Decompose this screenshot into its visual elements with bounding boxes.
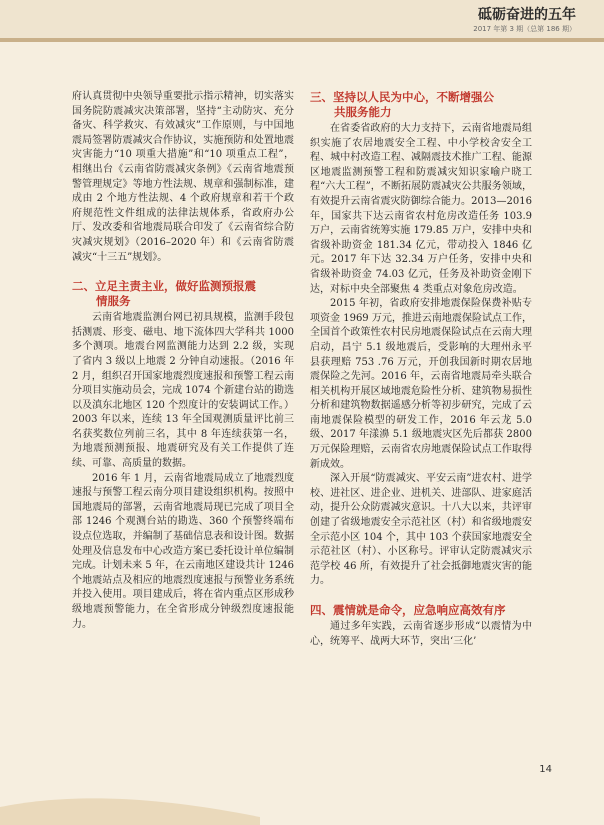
section-heading-line: 三、坚持以人民为中心，不断增强公 [310,90,494,104]
page-header-title: 砥砺奋进的五年 [478,7,576,23]
section-heading-3 [310,90,532,120]
paragraph: 2016 年 1 月，云南省地震局成立了地震烈度速报与预警工程云南分项目建设组织机构。按照中国地震局的部署，云南省地震局现已完成了项目全部 1246 个观测台站的勘选、360 个预警终端布设点位选取，并编制了基础信息表和设计图。数据处理及信息发布中心改造方案已委托设计单位编制完成。计划未来 5 年，在云南地区建设共计 1246 个地震站点及相应的地震烈度速报与预警业务系统并投入使用。项目建成后，将在省内重点区形成秒级地震预警能力，在全省形成分钟级烈度速报能力。 [72,472,294,630]
header-divider [0,38,604,42]
paragraph: 通过多年实践，云南省逐步形成“以震情为中心，统筹平、战两大环节，突出‘三化’ [310,621,532,647]
section-heading-line: 共服务能力 [334,105,392,119]
paragraph: 府认真贯彻中央领导重要批示指示精神，切实落实国务院防震减灾决策部署，坚持“主动防灾、充分备灾、科学救灾、有效减灾”工作原则，与中国地震局签署防震减灾合作协议，实施预防和处置地震灾害能力“10 项重大措施”和“10 项重点工程”，相继出台《云南省防震减灾条例》《云南省地震预警管理规定》等地方性法规、规章和强制标准，建成由 2 个地方性法规、4 个政府规章和若干个政府规范性文件组成的法律法规体系，省政府办公厅、发改委和省地震局联合印发了《云南省综合防灾减灾规划》（2016–2020 年）和《云南省防震减灾“十三五”规划》。 [72,91,294,263]
section-heading-2 [72,279,294,309]
section-heading-4: 四、震情就是命令，应急响应高效有序 [310,603,506,617]
right-column [310,90,532,649]
paragraph: 2015 年初，省政府安排地震保险保费补贴专项资金 1969 万元，推进云南地震保险试点工作，全国首个政策性农村民房地震保险试点在云南大理启动，昌宁 5.1 级地震后，受影响的大理州永平县获理赔 753 .76 万元，开创我国新时期农居地震保险之先河。2016 年，云南省地震局牵头联合相关机构开展区域地震危险性分析、建筑物易损性分析和建筑物数据遥感分析等初步研究，完成了云南地震保险模型的研发工作，2016 年云龙 5.0 级、2017 年漾濞 5.1 级地震灾区先后都获 2800 万元保险理赔，云南省农房地震保险试点工作取得新成效。 [310,298,532,470]
issue-info: 2017 年第 3 期（总第 186 期） [473,25,576,33]
decorative-swoosh [0,765,260,825]
paragraph: 在省委省政府的大力支持下，云南省地震局组织实施了农居地震安全工程、中小学校舍安全工程、城中村改造工程、减隔震技术推广工程、能源区地震监测预警工程和防震减灾知识家喻户晓工程“六大工程”，不断拓展防震减灾公共服务领域，有效提升云南省震灾防御综合能力。2013—2016 年，国家共下达云南省农村危房改造任务 103.9 万户，云南省统筹实施 179.85 万户，安排中央和省级补助资金 181.34 亿元，带动投入 1846 亿元。2017 年下达 32.34 万户任务，安排中央和省级补助资金 74.03 亿元，任务及补助资金刚下达，对标中央全部聚焦 4 类重点对象危房改造。 [310,123,532,295]
paragraph: 深入开展“防震减灾、平安云南”进农村、进学校、进社区、进企业、进机关、进部队、进家庭活动，提升公众防震减灾意识。十八大以来，共评审创建了省级地震安全示范社区（村）和省级地震安全示范小区 104 个，其中 103 个获国家地震安全示范社区（村）、小区称号。评审认定防震减灾示范学校 46 所，有效提升了社会抵御地震灾害的能力。 [310,473,532,587]
left-column [72,90,294,632]
section-heading-line: 情服务 [96,294,131,309]
paragraph: 云南省地震监测台网已初具规模，监测手段包括测震、形变、磁电、地下流体四大学科共 1000 多个测项。地震台网监测能力达到 2.2 级，实现了省内 3 级以上地震 2 分钟自动速报。（2016 年 2 月，组织召开国家地震烈度速报和预警工程云南分项目实施动员会，完成 1074 个新建台站的勘选以及滇东北地区 120 个烈度计的安装调试工作。）2003 年以来，连续 13 年全国观测质量评比前三名获奖数位列前三名，其中 8 年连续获第一名，为地震预测预报、地震研究及有关工作提供了连续、可靠、高质量的数据。 [72,312,294,470]
section-heading-line: 二、立足主责主业，做好监测预报震 [72,279,256,294]
page-number: 14 [539,764,552,775]
